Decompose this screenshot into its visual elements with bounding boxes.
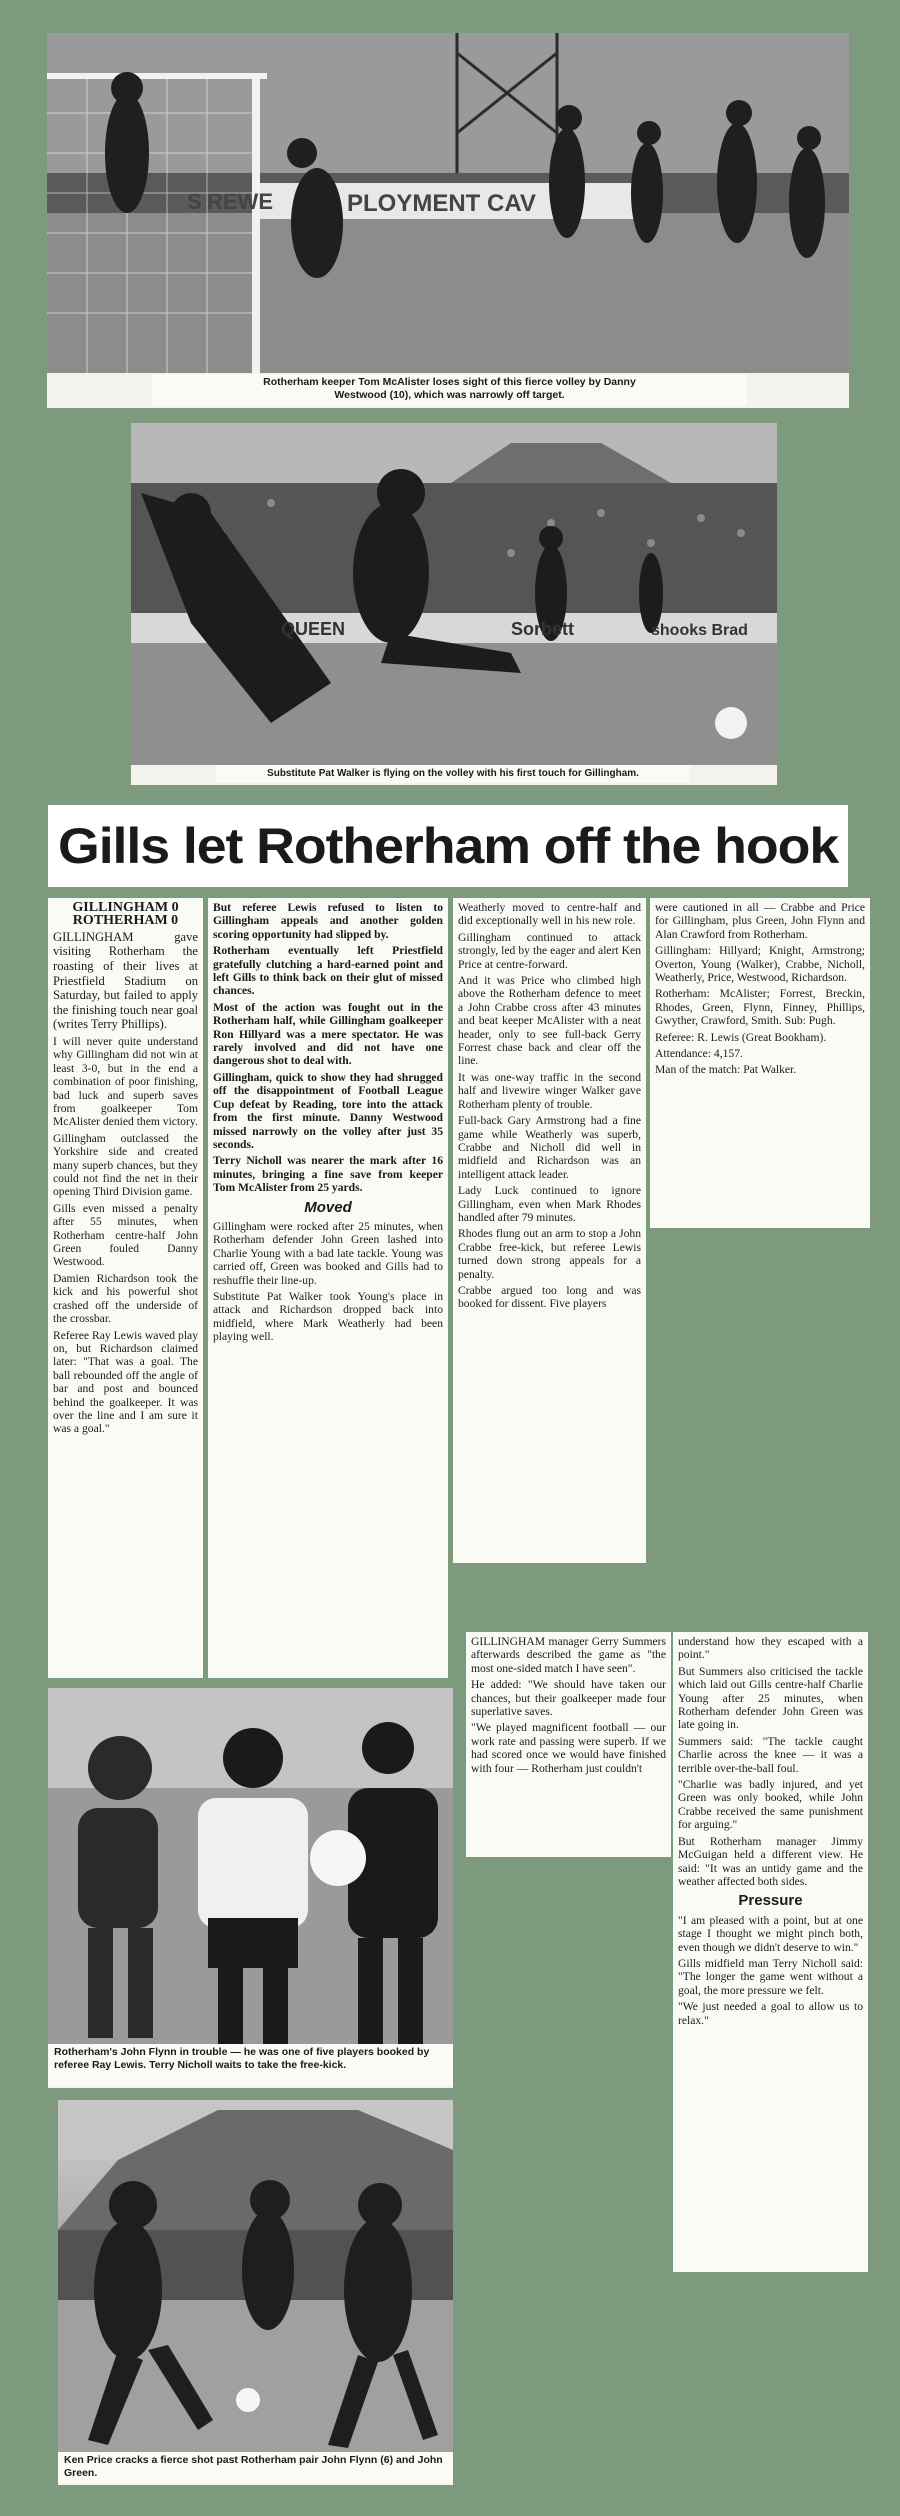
article-paragraph: "I am pleased with a point, but at one stage I thought we might pinch both, even though we didn't deserve to win." <box>678 1913 863 1954</box>
man-of-the-match-line: Man of the match: Pat Walker. <box>655 1063 797 1077</box>
photo-caption-3 <box>48 2044 453 2086</box>
photo-clipping-4 <box>58 2100 453 2485</box>
ad-board-text-3: PLOYMENT CAV <box>347 190 536 217</box>
referee-line: Referee: R. Lewis (Great Bookham). <box>655 1030 827 1044</box>
article-paragraph: Substitute Pat Walker took Young's place in attack and Richardson dropped back into midfield, where Mark Weatherly had been playing well. <box>213 1289 443 1344</box>
article-paragraph: "We just needed a goal to allow us to relax." <box>678 2000 863 2027</box>
score-line-rotherham: ROTHERHAM 0 <box>72 913 179 929</box>
photo-clipping-3 <box>48 1688 453 2088</box>
team-line-gillingham: Gillingham: Hillyard; Knight, Armstrong; Overton, Young (Walker), Crabbe, Nicholl, Weatherly, Price, Westwood, Richardson. <box>655 944 865 985</box>
ad-board-text-1: S <box>187 189 202 214</box>
ad-board-text-4: QUEEN <box>281 619 346 639</box>
article-paragraph: were cautioned in all — Crabbe and Price for Gillingham, plus Green, John Flynn and Alan Crawford from Rotherham. <box>655 901 865 941</box>
photo-caption-1-line-2: Westwood (10), which was narrowly off target. <box>334 389 565 401</box>
score-line-gillingham: GILLINGHAM 0 <box>72 900 179 915</box>
match-photo-volley <box>131 423 777 765</box>
ad-board-text-6: shooks Brad <box>651 622 748 639</box>
article-paragraph: Gillingham were rocked after 25 minutes, when Rotherham defender John Green lashed into Charlie Young with a bad late tackle. Young was carried off, Green was booked and Gills had to reshuffle their line-up. <box>213 1219 443 1287</box>
article-paragraph: And it was Price who climbed high above the Rotherham defence to meet a John Crabbe cross after 43 minutes and beat keeper McAlister with a neat header, only to see full-back Gerry Forrest chase back and clear off the line. <box>458 974 641 1068</box>
article-column-4 <box>650 898 870 1228</box>
article-paragraph: But Rotherham manager Jimmy McGuigan held a different view. He said: "It was an untidy game and the weather affected both sides. <box>678 1834 863 1888</box>
article-paragraph: understand how they escaped with a point." <box>678 1635 863 1662</box>
subheading-pressure: Pressure <box>738 1892 803 1910</box>
article-paragraph: He added: "We should have taken our chances, but their goalkeeper made four superlative saves. <box>471 1678 666 1719</box>
article-paragraph: "We played magnificent football — our work rate and passing were superb. If we had scored once we would have finished with four — Rotherham just couldn't <box>471 1721 666 1775</box>
article-paragraph: Lady Luck continued to ignore Gillingham, even when Mark Rhodes handled after 79 minutes. <box>458 1184 641 1224</box>
ad-board-text-2: REWE <box>207 189 273 214</box>
article-column-3 <box>453 898 646 1563</box>
photo-caption-2 <box>216 765 690 783</box>
article-paragraph: Gills midfield man Terry Nicholl said: "The longer the game went without a goal, the more pressure we felt. <box>678 1956 863 1997</box>
article-paragraph: But referee Lewis refused to listen to Gillingham appeals and another golden scoring opportunity had slipped by. <box>213 901 443 941</box>
photo-caption-4 <box>58 2452 453 2484</box>
attendance-line: Attendance: 4,157. <box>655 1047 743 1061</box>
article-paragraph: Terry Nicholl was nearer the mark after 16 minutes, bringing a fine save from keeper Tom McAlister from 25 yards. <box>213 1154 443 1195</box>
photo-caption-3-text: Rotherham's John Flynn in trouble — he was one of five players booked by referee Ray Lewis. Terry Nicholl waits to take the free-kick. <box>54 2046 430 2071</box>
ad-board-text-5: Sorbett <box>511 619 574 639</box>
article-paragraph: Full-back Gary Armstrong had a fine game while Weatherly was superb, Crabbe and Nicholl did well in midfield and Richardson was an intelligent attack leader. <box>458 1114 641 1181</box>
article-column-6 <box>673 1632 868 2272</box>
article-paragraph: Gillingham, quick to show they had shrugged off the disappointment of Football League Cup defeat by Reading, tore into the attack from the first minute. Danny Westwood missed narrowly on the volley after just 35 seconds. <box>213 1070 443 1151</box>
article-paragraph: Referee Ray Lewis waved play on, but Richardson claimed later: "That was a goal. The ball rebounded off the angle of bar and post and bounced behind the goalkeeper. It was over the line and I am sure it was a goal." <box>53 1328 198 1436</box>
article-paragraph: Damien Richardson took the kick and his powerful shot crashed off the underside of the crossbar. <box>53 1271 198 1326</box>
headline <box>48 805 848 887</box>
article-paragraph: Rhodes flung out an arm to stop a John Crabbe free-kick, but referee Lewis turned down strong appeals for a penalty. <box>458 1227 641 1281</box>
article-paragraph: Crabbe argued too long and was booked for dissent. Five players <box>458 1283 641 1311</box>
article-paragraph: Gillingham outclassed the Yorkshire side and created many superb chances, but they could not find the net in their opening Third Division game. <box>53 1131 198 1199</box>
photo-caption-1 <box>152 374 747 406</box>
article-paragraph: Gillingham continued to attack strongly, led by the eager and alert Ken Price at centre-forward. <box>458 930 641 971</box>
photo-caption-2-text: Substitute Pat Walker is flying on the volley with his first touch for Gillingham. <box>267 768 639 779</box>
article-paragraph: GILLINGHAM manager Gerry Summers afterwards described the game as "the most one-sided match I have seen". <box>471 1635 666 1675</box>
article-paragraph: Summers said: "The tackle caught Charlie across the knee — it was a terrible over-the-ball foul. <box>678 1734 863 1775</box>
article-paragraph: Rotherham eventually left Priestfield gratefully clutching a hard-earned point and left Gills to think back on their glut of missed chances. <box>213 944 443 998</box>
photo-clipping-2 <box>131 423 777 785</box>
article-paragraph: It was one-way traffic in the second half and livewire winger Walker gave Rotherham plenty of trouble. <box>458 1070 641 1111</box>
article-lead: GILLINGHAM gave visiting Rotherham the roasting of their lives at Priestfield Stadium on Saturday, but failed to apply the finishing touch near goal (writes Terry Phillips). <box>53 929 198 1032</box>
article-paragraph: "Charlie was badly injured, and yet Green was only booked, while John Crabbe received the same punishment for arguing." <box>678 1778 863 1832</box>
article-paragraph: Gills even missed a penalty after 55 minutes, when Rotherham centre-half John Green fouled Danny Westwood. <box>53 1201 198 1269</box>
photo-caption-4-text: Ken Price cracks a fierce shot past Rotherham pair John Flynn (6) and John Green. <box>64 2454 443 2479</box>
article-paragraph: Most of the action was fought out in the Rotherham half, while Gillingham goalkeeper Ron Hillyard was a mere spectator. He was rarely involved and did not have one dangerous shot to deal with. <box>213 1000 443 1068</box>
photo-clipping-1 <box>47 33 849 408</box>
photo-caption-1-line-1: Rotherham keeper Tom McAlister loses sight of this fierce volley by Danny <box>263 376 636 388</box>
article-column-1 <box>48 898 203 1678</box>
match-photo-goalmouth <box>47 33 849 373</box>
match-photo-booking <box>48 1688 453 2044</box>
article-paragraph: Weatherly moved to centre-half and did exceptionally well in his new role. <box>458 901 641 928</box>
match-photo-shot <box>58 2100 453 2452</box>
article-column-2 <box>208 898 448 1678</box>
team-line-rotherham: Rotherham: McAlister; Forrest, Breckin, Rhodes, Green, Flynn, Finney, Phillips, Gwyther, Crawford, Smith. Sub: Pugh. <box>655 987 865 1028</box>
article-column-5 <box>466 1632 671 1857</box>
article-paragraph: But Summers also criticised the tackle which laid out Gills centre-half Charlie Young after 25 minutes, when Rotherham defender John Green was late going in. <box>678 1664 863 1732</box>
subheading-moved: Moved <box>304 1198 352 1216</box>
headline-text: Gills let Rotherham off the hook <box>58 818 839 874</box>
article-paragraph: I will never quite understand why Gillingham did not win at least 3-0, but in the end a combination of poor finishing, bad luck and superb saves from goalkeeper Tom McAlister denied them victory. <box>53 1034 198 1129</box>
